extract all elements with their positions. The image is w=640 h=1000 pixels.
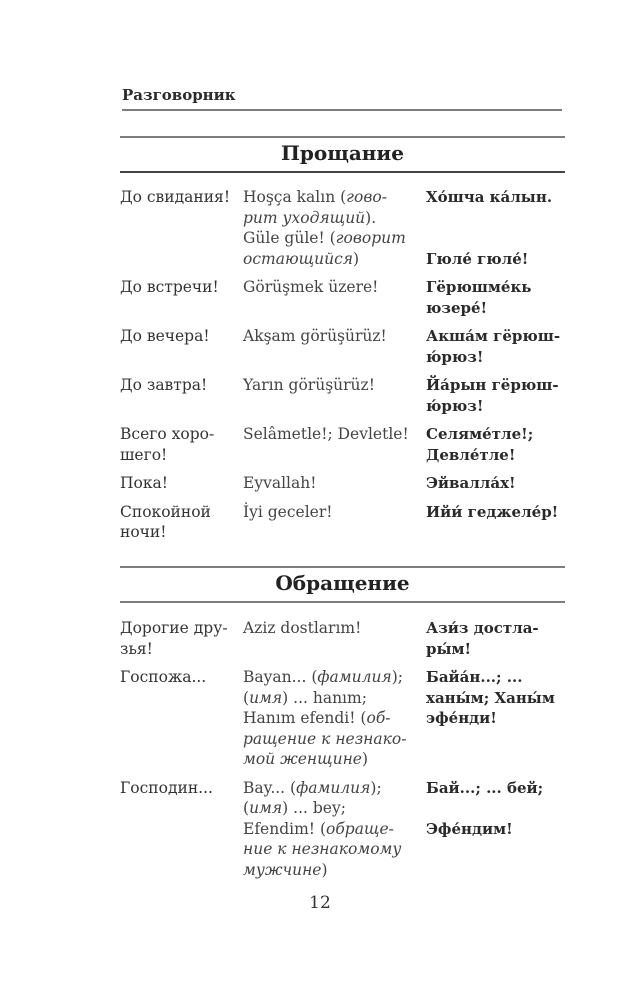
turkish-phrase: Hoşça kalın (гово- рит уходящий). Güle güle! (говорит остающийся) <box>243 188 406 268</box>
transcription: Байа́н...; ... ханы́м; Ханы́м эфе́нди! <box>426 668 555 727</box>
section-top-rule <box>120 136 565 138</box>
phrase-list <box>120 618 570 888</box>
phrase-entry <box>120 667 570 770</box>
transcription: Ази́з достла- ры́м! <box>426 619 539 658</box>
turkish-phrase: Bay... (фамилия); (имя) ... bey; Efendim! (обраще- ние к незнакомому мужчине) <box>243 778 402 879</box>
section-top-rule <box>120 566 565 568</box>
phrase-list <box>120 187 570 551</box>
russian-phrase: Спокойной ночи! <box>120 502 211 541</box>
section-title: Прощание <box>280 141 404 165</box>
phrase-entry <box>120 326 570 367</box>
transcription: Акша́м гёрюш- ю́рюз! <box>426 327 561 366</box>
transcription: Селяме́тле!; Девле́тле! <box>426 425 534 464</box>
turkish-phrase: İyi geceler! <box>243 502 333 521</box>
transcription: Йа́рын гёрюш- ю́рюз! <box>426 376 559 415</box>
transcription: Гёрюшме́кь юзере́! <box>426 278 532 317</box>
turkish-phrase: Aziz dostlarım! <box>243 619 362 637</box>
header-rule <box>122 109 562 111</box>
turkish-phrase: Akşam görüşürüz! <box>243 327 387 345</box>
phrase-entry <box>120 473 570 494</box>
phrase-entry <box>120 187 570 269</box>
turkish-phrase: Bayan... (фамилия); (имя) ... hanım; Hanım efendi! (об- ращение к незнако- мой женщине) <box>243 668 407 768</box>
section-bottom-rule <box>120 601 565 603</box>
russian-phrase: Госпожа... <box>120 668 207 686</box>
phrase-entry <box>120 502 570 543</box>
phrase-entry <box>120 618 570 659</box>
turkish-phrase: Eyvallah! <box>243 474 317 492</box>
page-number: 12 <box>309 893 331 913</box>
phrase-entry <box>120 424 570 465</box>
transcription: Ийи́ геджеле́р! <box>426 502 559 521</box>
transcription: Эйвалла́х! <box>426 474 516 492</box>
russian-phrase: До завтра! <box>120 376 208 394</box>
russian-phrase: До свидания! <box>120 188 231 206</box>
phrase-entry <box>120 277 570 318</box>
russian-phrase: Пока! <box>120 474 169 492</box>
russian-phrase: Дорогие дру- зья! <box>120 619 228 658</box>
transcription: Бай...; ... бей; Эфе́ндим! <box>426 778 544 838</box>
russian-phrase: Господин... <box>120 778 213 797</box>
running-head: Разговорник <box>122 86 236 104</box>
transcription: Хо́шча ка́лын. Гюле́ гюле́! <box>426 188 553 268</box>
turkish-phrase: Yarın görüşürüz! <box>243 376 375 394</box>
turkish-phrase: Görüşmek üzere! <box>243 278 379 296</box>
russian-phrase: До вечера! <box>120 327 210 345</box>
turkish-phrase: Selâmetle!; Devletle! <box>243 425 409 443</box>
phrase-entry <box>120 375 570 416</box>
section-bottom-rule <box>120 171 565 173</box>
section-title: Обращение <box>275 571 410 595</box>
russian-phrase: До встречи! <box>120 278 219 296</box>
russian-phrase: Всего хоро- шего! <box>120 425 215 464</box>
phrase-entry <box>120 778 570 881</box>
